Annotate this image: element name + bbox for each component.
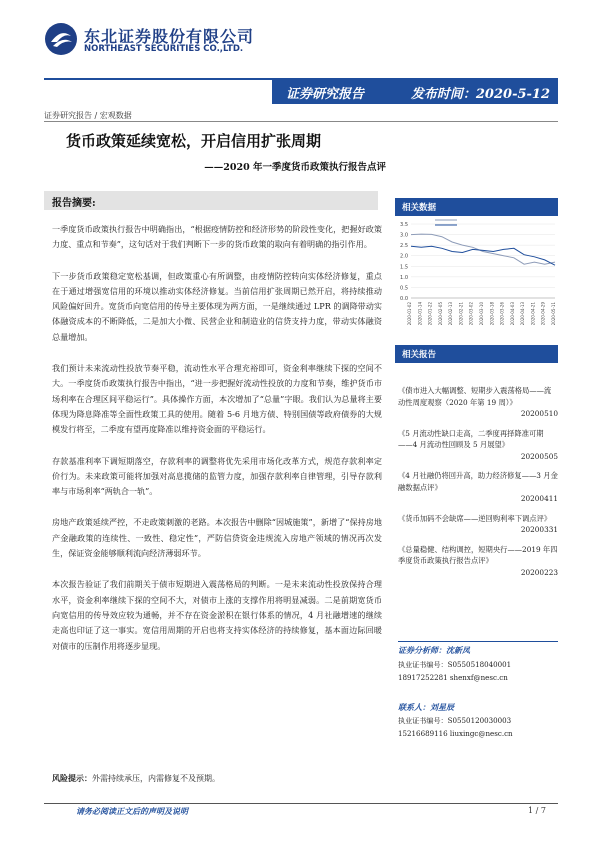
page-subtitle: ——2020 年一季度货币政策执行报告点评 [204,162,386,173]
analyst-name: 证券分析师：沈新凤 [398,645,470,655]
related-report-date: 20200331 [520,525,558,534]
x-tick-label: 2020-03-02 [468,302,474,326]
related-report-item[interactable] [398,470,558,505]
y-tick-label: 0.5 [400,285,408,292]
y-tick-label: 3.0 [400,232,408,239]
x-tick-label: 2020-04-29 [540,302,546,326]
x-tick-label: 2020-04-21 [530,302,536,326]
x-tick-label: 2020-04-03 [509,302,515,326]
x-tick-label: 2020-03-18 [489,302,495,326]
company-name-cn: 东北证券股份有限公司 [84,27,255,46]
related-report-item[interactable] [398,544,558,579]
y-tick-label: 2.5 [400,243,408,250]
report-type: 证券研究报告 [286,87,365,102]
related-report-title: 《债市进入大幅调整、短期步入震荡格局——流动性周度观察（2020 年第 19 周）》 [398,386,552,407]
related-reports-list [398,385,558,586]
report-banner [272,80,558,104]
y-tick-label: 0.0 [400,296,408,302]
x-tick-label: 2020-01-22 [427,302,433,326]
footer-rule [44,803,558,804]
breadcrumb-rule [44,121,558,122]
related-report-title: 《总量稳健、结构调控，短期央行——2019 年四季度货币政策执行报告点评》 [398,544,558,565]
related-data-heading-box [395,198,558,216]
rate-line-chart [395,216,558,336]
summary-heading-box [44,191,378,210]
risk-text: 外需持续承压，内需修复不及预期。 [92,774,220,783]
x-tick-label: 2020-05-11 [551,302,556,326]
risk-label: 风险提示： [52,773,92,783]
x-tick-label: 2020-02-05 [437,302,443,326]
related-report-title: 《5 月流动性缺口走高，二季度再择降准可期——4 月流动性回顾及 5 月展望》 [398,428,544,449]
analyst-contact: 18917252281 shenxf@nesc.cn [398,673,508,682]
x-tick-label: 2020-01-14 [417,302,423,326]
x-tick-label: 2020-03-26 [499,302,505,326]
risk-notice [52,773,220,784]
summary-paragraph: 下一步货币政策稳定宽松基调，但政策重心有所调整，由疫情防控转向实体经济修复，重点在于通过增强宽信用的环境以推动实体经济修复。当前信用扩张周期已然开启，将持续推动风险偏好回升。宽货币向宽信用的传导主要体现为两方面，一是继续通过 LPR 的调降带动实体融资成本的不断降低，二是加大小微、民营企业和制造业的信贷支持力度，带动实体融资总量增加。 [52,270,382,342]
x-tick-label: 2020-01-02 [407,302,412,326]
related-report-date: 20200505 [520,451,558,461]
company-logo [44,22,344,60]
page-number: 1 / 7 [528,806,546,815]
related-report-date: 20200411 [520,494,558,503]
company-logo-icon [44,22,78,56]
y-tick-label: 1.0 [400,274,408,281]
summary-body [52,222,382,654]
breadcrumb: 证券研究报告 / 宏观数据 [44,111,132,120]
contact-info: 15216689116 liuxingc@nesc.cn [398,729,513,738]
disclaimer-notice: 请务必阅读正文后的声明及说明 [76,806,188,816]
summary-paragraph: 本次报告验证了我们前期关于债市短期进入震荡格局的判断。一是未来流动性投放保持合理水平，资金利率继续下探的空间不大，对债市上涨的支撑作用将明显减弱。二是前期宽货币向宽信用的传导效应较为通畅，并不存在资金淤积在银行体系的情况，4 月社融增速的继续走高也印证了这一事实。宽信用周期的开启也将支持实体经济的持续修复，基本面边际回暖对债市的压制作用将逐步显现。 [52,579,382,651]
y-tick-label: 3.5 [400,222,408,228]
publish-date: 发布时间：2020-5-12 [410,87,550,102]
related-report-item[interactable] [398,428,558,463]
x-tick-label: 2020-03-10 [479,302,484,326]
page-title: 货币政策延续宽松，开启信用扩张周期 [66,132,322,150]
y-tick-label: 2.0 [400,253,408,260]
related-reports-heading: 相关报告 [402,350,437,360]
summary-paragraph: 存款基准利率下调短期落空，存款利率的调整将优先采用市场化改革方式，规范存款利率定价行为。未来政策可能将加强对高息揽储的监管力度，加强存款利率自律管理，引导存款利率与市场利率“两轨合一轨”。 [52,455,382,497]
summary-paragraph: 一季度货币政策执行报告中明确指出，“根据疫情防控和经济形势的阶段性变化，把握好政策力度、重点和节奏”，这句话对于我们判断下一步的货币政策的取向有着明确的指引作用。 [52,224,382,250]
related-report-title: 《4 月社融仍将回升高，助力经济修复——3 月金融数据点评》 [398,471,558,492]
company-name-en: NORTHEAST SECURITIES CO.,LTD. [84,44,244,54]
related-reports-heading-box [395,345,558,363]
contact-name: 联系人：刘星辰 [398,702,454,712]
x-tick-label: 2020-04-13 [520,302,526,326]
series-line-1 [411,234,555,264]
x-tick-label: 2020-02-13 [448,302,454,326]
summary-paragraph: 我们预计未来流动性投放节奏平稳，流动性水平合理充裕即可，资金利率继续下探的空间不大。一季度货币政策执行报告中指出，“进一步把握好流动性投放的力度和节奏，维护货币市场利率在合理区间平稳运行”。具体操作方面，本次增加了“总量”字眼。我们认为总量将主要体现为降息降准等全面性政策工具的使用。随着 5-6 月地方债、特别国债等政府债券的大规模发行将至，二季度有望再度降准以维持资金面的平稳运行。 [52,363,382,435]
analyst-rule [398,641,558,642]
related-report-title: 《货币加码不会缺席——逆回购利率下调点评》 [398,513,552,523]
related-report-item[interactable] [398,385,558,420]
analyst-cert: 执业证书编号：S0550518040001 [398,660,512,669]
summary-paragraph: 房地产政策延续严控，不走政策刺激的老路。本次报告中删除“因城施策”，新增了“保持房地产金融政策的连续性、一致性、稳定性”，严防信贷资金违规流入房地产领域的情况再次发生，保证资金能够顺利流向经济薄弱环节。 [52,517,382,559]
related-data-heading: 相关数据 [402,203,437,213]
related-report-date: 20200510 [520,409,558,418]
related-report-item[interactable] [398,513,558,536]
x-tick-label: 2020-02-21 [458,302,464,326]
related-report-date: 20200223 [520,567,558,577]
summary-heading: 报告摘要: [52,198,96,209]
y-tick-label: 1.5 [400,264,408,271]
contact-cert: 执业证书编号：S0550120030003 [398,716,512,725]
